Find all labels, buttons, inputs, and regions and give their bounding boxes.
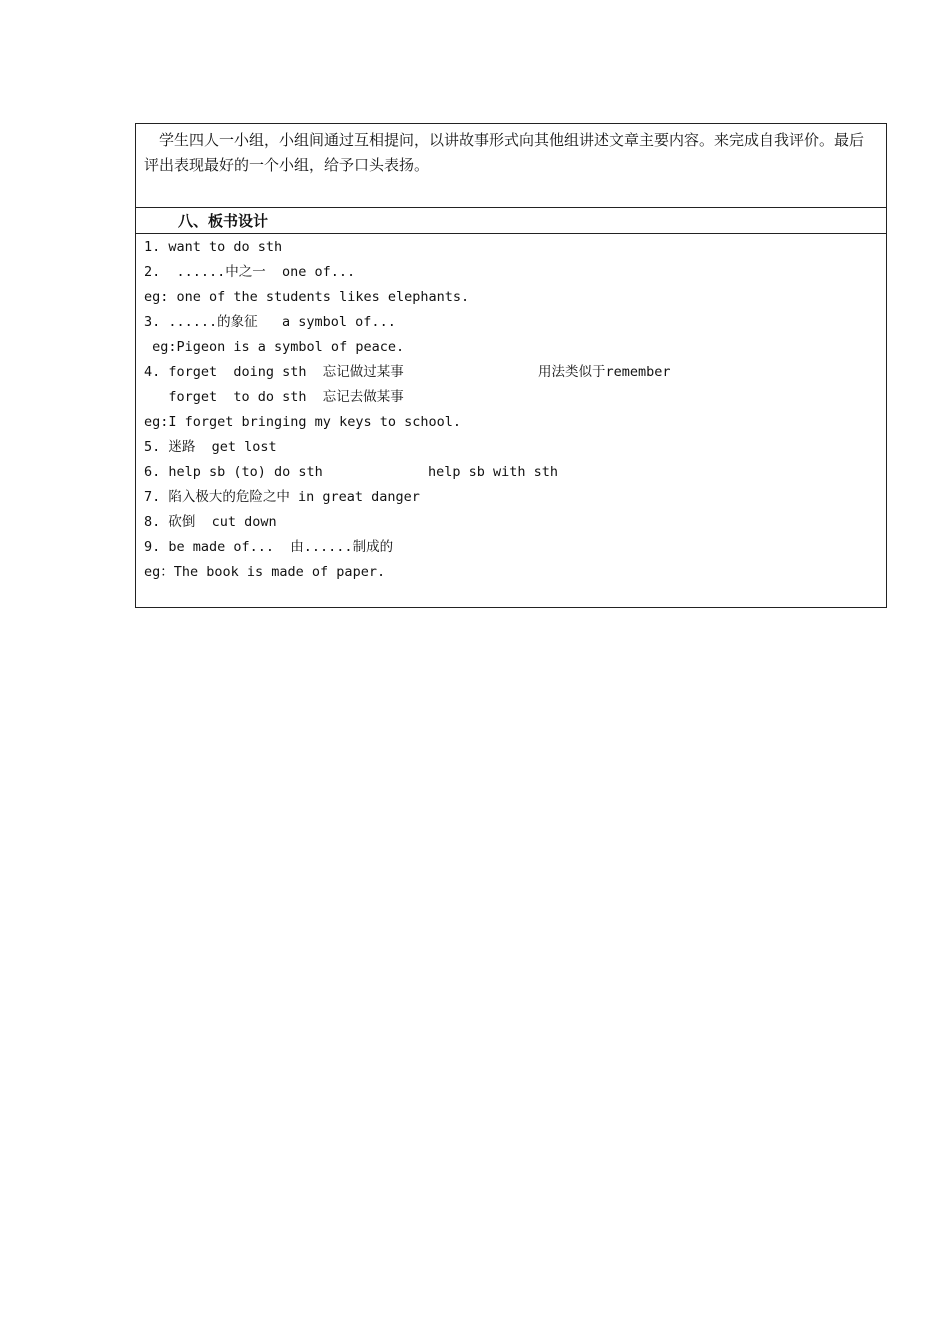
note-text: 3. ......的象征 a symbol of...	[144, 314, 396, 330]
note-line	[144, 410, 878, 435]
note-text: 9. be made of... 由......制成的	[144, 539, 394, 555]
note-text: 7. 陷入极大的危险之中 in great danger	[144, 489, 420, 505]
note-text: 5. 迷路 get lost	[144, 439, 277, 455]
note-text: 2. ......中之一 one of...	[144, 264, 356, 280]
note-aside: help sb with sth	[428, 464, 559, 480]
note-line	[144, 460, 878, 485]
note-line	[144, 360, 878, 385]
note-text: 4. forget doing sth 忘记做过某事	[144, 364, 404, 380]
note-line	[144, 260, 878, 285]
note-text: forget to do sth 忘记去做某事	[144, 389, 404, 405]
note-line	[144, 560, 878, 585]
lesson-plan-table	[135, 123, 887, 608]
note-text: 8. 砍倒 cut down	[144, 514, 277, 530]
activity-description-cell	[136, 124, 886, 208]
blackboard-notes	[136, 234, 886, 607]
note-text: eg:Pigeon is a symbol of peace.	[144, 339, 405, 355]
note-line	[144, 435, 878, 460]
note-line	[144, 285, 878, 310]
note-aside: 用法类似于remember	[538, 364, 671, 380]
section-heading: 八、板书设计	[136, 208, 886, 234]
note-text: eg:I forget bringing my keys to school.	[144, 414, 461, 430]
note-text: 1. want to do sth	[144, 239, 283, 255]
note-line	[144, 535, 878, 560]
note-line	[144, 385, 878, 410]
note-line	[144, 510, 878, 535]
note-line	[144, 310, 878, 335]
note-text: 6. help sb (to) do sth	[144, 464, 323, 480]
note-line	[144, 335, 878, 360]
note-text: eg: one of the students likes elephants.	[144, 289, 470, 305]
note-line	[144, 485, 878, 510]
note-line	[144, 235, 878, 260]
activity-description-text: 学生四人一小组，小组间通过互相提问，以讲故事形式向其他组讲述文章主要内容。来完成自我评价。最后评出表现最好的一个小组，给予口头表扬。	[144, 131, 865, 174]
note-text: eg：The book is made of paper.	[144, 564, 386, 580]
